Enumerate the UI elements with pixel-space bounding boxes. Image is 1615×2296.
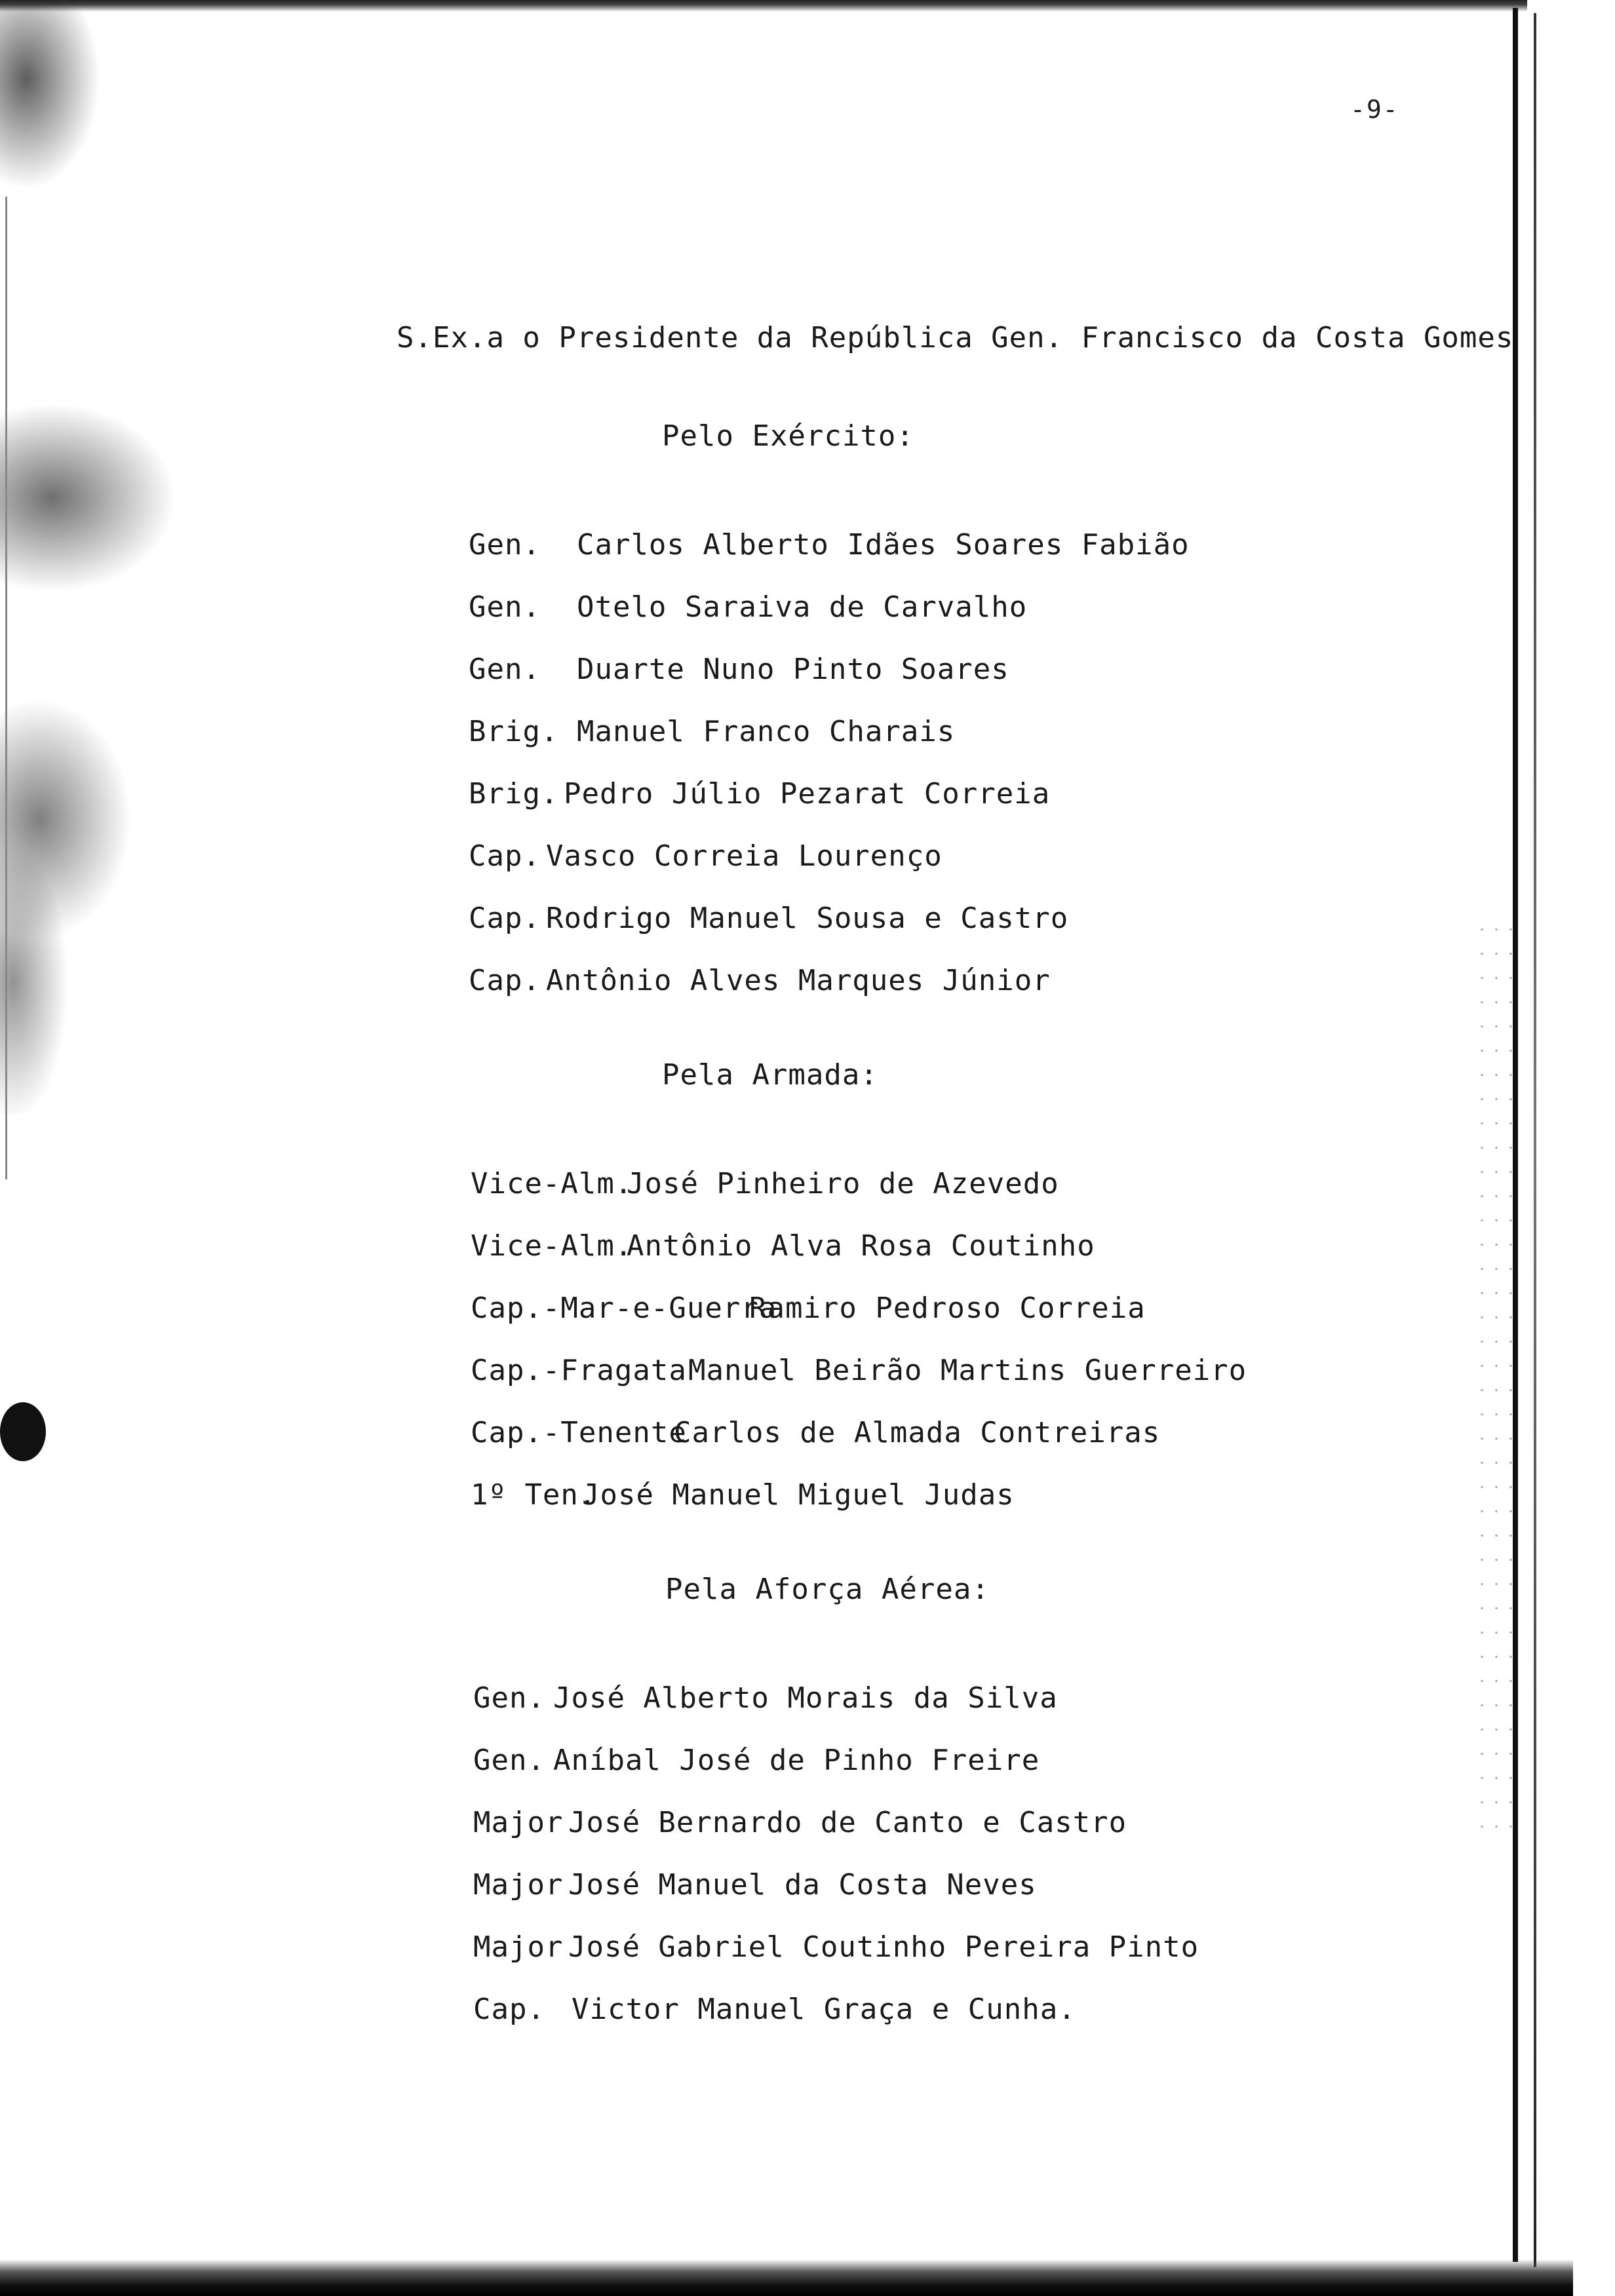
intro-line: S.Ex.a o Presidente da República Gen. Francisco da Costa Gomes [397, 321, 1514, 354]
member-rank: Gen. [468, 653, 541, 686]
member-rank: Cap. [473, 1993, 545, 2026]
member-name: Victor Manuel Graça e Cunha. [571, 1993, 1076, 2026]
member-name: Ramiro Pedroso Correia [749, 1292, 1146, 1325]
member-name: José Bernardo de Canto e Castro [568, 1806, 1127, 1839]
member-name: Pedro Júlio Pezarat Correia [563, 777, 1051, 811]
member-rank: Vice-Alm. [470, 1167, 633, 1200]
scan-edge-right-outer [1534, 13, 1536, 2267]
member-rank: Brig. [468, 715, 559, 748]
page-number: -9- [1350, 95, 1399, 124]
member-name: Otelo Saraiva de Carvalho [576, 590, 1028, 624]
scan-line-left [5, 197, 7, 1179]
list-item [397, 930, 1051, 1031]
member-rank: Major [473, 1806, 564, 1839]
section-heading-exercito: Pelo Exército: [662, 419, 914, 453]
scan-edge-bottom [0, 2259, 1573, 2296]
member-name: Aníbal José de Pinho Freire [553, 1744, 1040, 1777]
member-name: Rodrigo Manuel Sousa e Castro [545, 902, 1069, 935]
member-name: Duarte Nuno Pinto Soares [576, 653, 1009, 686]
scan-shadow-left [0, 0, 249, 1114]
member-name: Manuel Franco Charais [576, 715, 956, 748]
member-rank: Major [473, 1868, 564, 1902]
member-name: José Gabriel Coutinho Pereira Pinto [568, 1930, 1199, 1964]
member-name: Manuel Beirão Martins Guerreiro [688, 1354, 1247, 1387]
section-heading-forca-aerea: Pela Aforça Aérea: [665, 1573, 990, 1606]
section-heading-armada: Pela Armada: [662, 1058, 878, 1092]
member-name: Carlos de Almada Contreiras [673, 1416, 1161, 1449]
member-rank: Gen. [473, 1681, 545, 1715]
scan-noise-right [1475, 917, 1514, 1835]
member-name: José Manuel Miguel Judas [581, 1478, 1015, 1512]
member-name: José Manuel da Costa Neves [568, 1868, 1037, 1902]
list-item [399, 1445, 1015, 1545]
member-name: José Alberto Morais da Silva [553, 1681, 1058, 1715]
member-rank: Gen. [473, 1744, 545, 1777]
member-rank: Cap.-Tenente [470, 1416, 687, 1449]
member-name: José Pinheiro de Azevedo [626, 1167, 1059, 1200]
member-name: Vasco Correia Lourenço [545, 839, 943, 873]
member-rank: Vice-Alm. [470, 1229, 633, 1263]
member-name: Carlos Alberto Idães Soares Fabião [576, 528, 1190, 562]
member-rank: Cap. [468, 964, 541, 997]
member-rank: 1º Ten. [470, 1478, 597, 1512]
member-name: Antônio Alva Rosa Coutinho [626, 1229, 1095, 1263]
member-rank: Cap.-Mar-e-Guerra [470, 1292, 777, 1325]
list-item [401, 1959, 1076, 2059]
member-rank: Gen. [468, 590, 541, 624]
member-rank: Cap.-Fragata [470, 1354, 687, 1387]
member-rank: Gen. [468, 528, 541, 562]
member-rank: Brig. [468, 777, 559, 811]
ink-blot [0, 1402, 46, 1461]
member-rank: Cap. [468, 839, 541, 873]
member-rank: Major [473, 1930, 564, 1964]
member-name: Antônio Alves Marques Júnior [545, 964, 1051, 997]
member-rank: Cap. [468, 902, 541, 935]
